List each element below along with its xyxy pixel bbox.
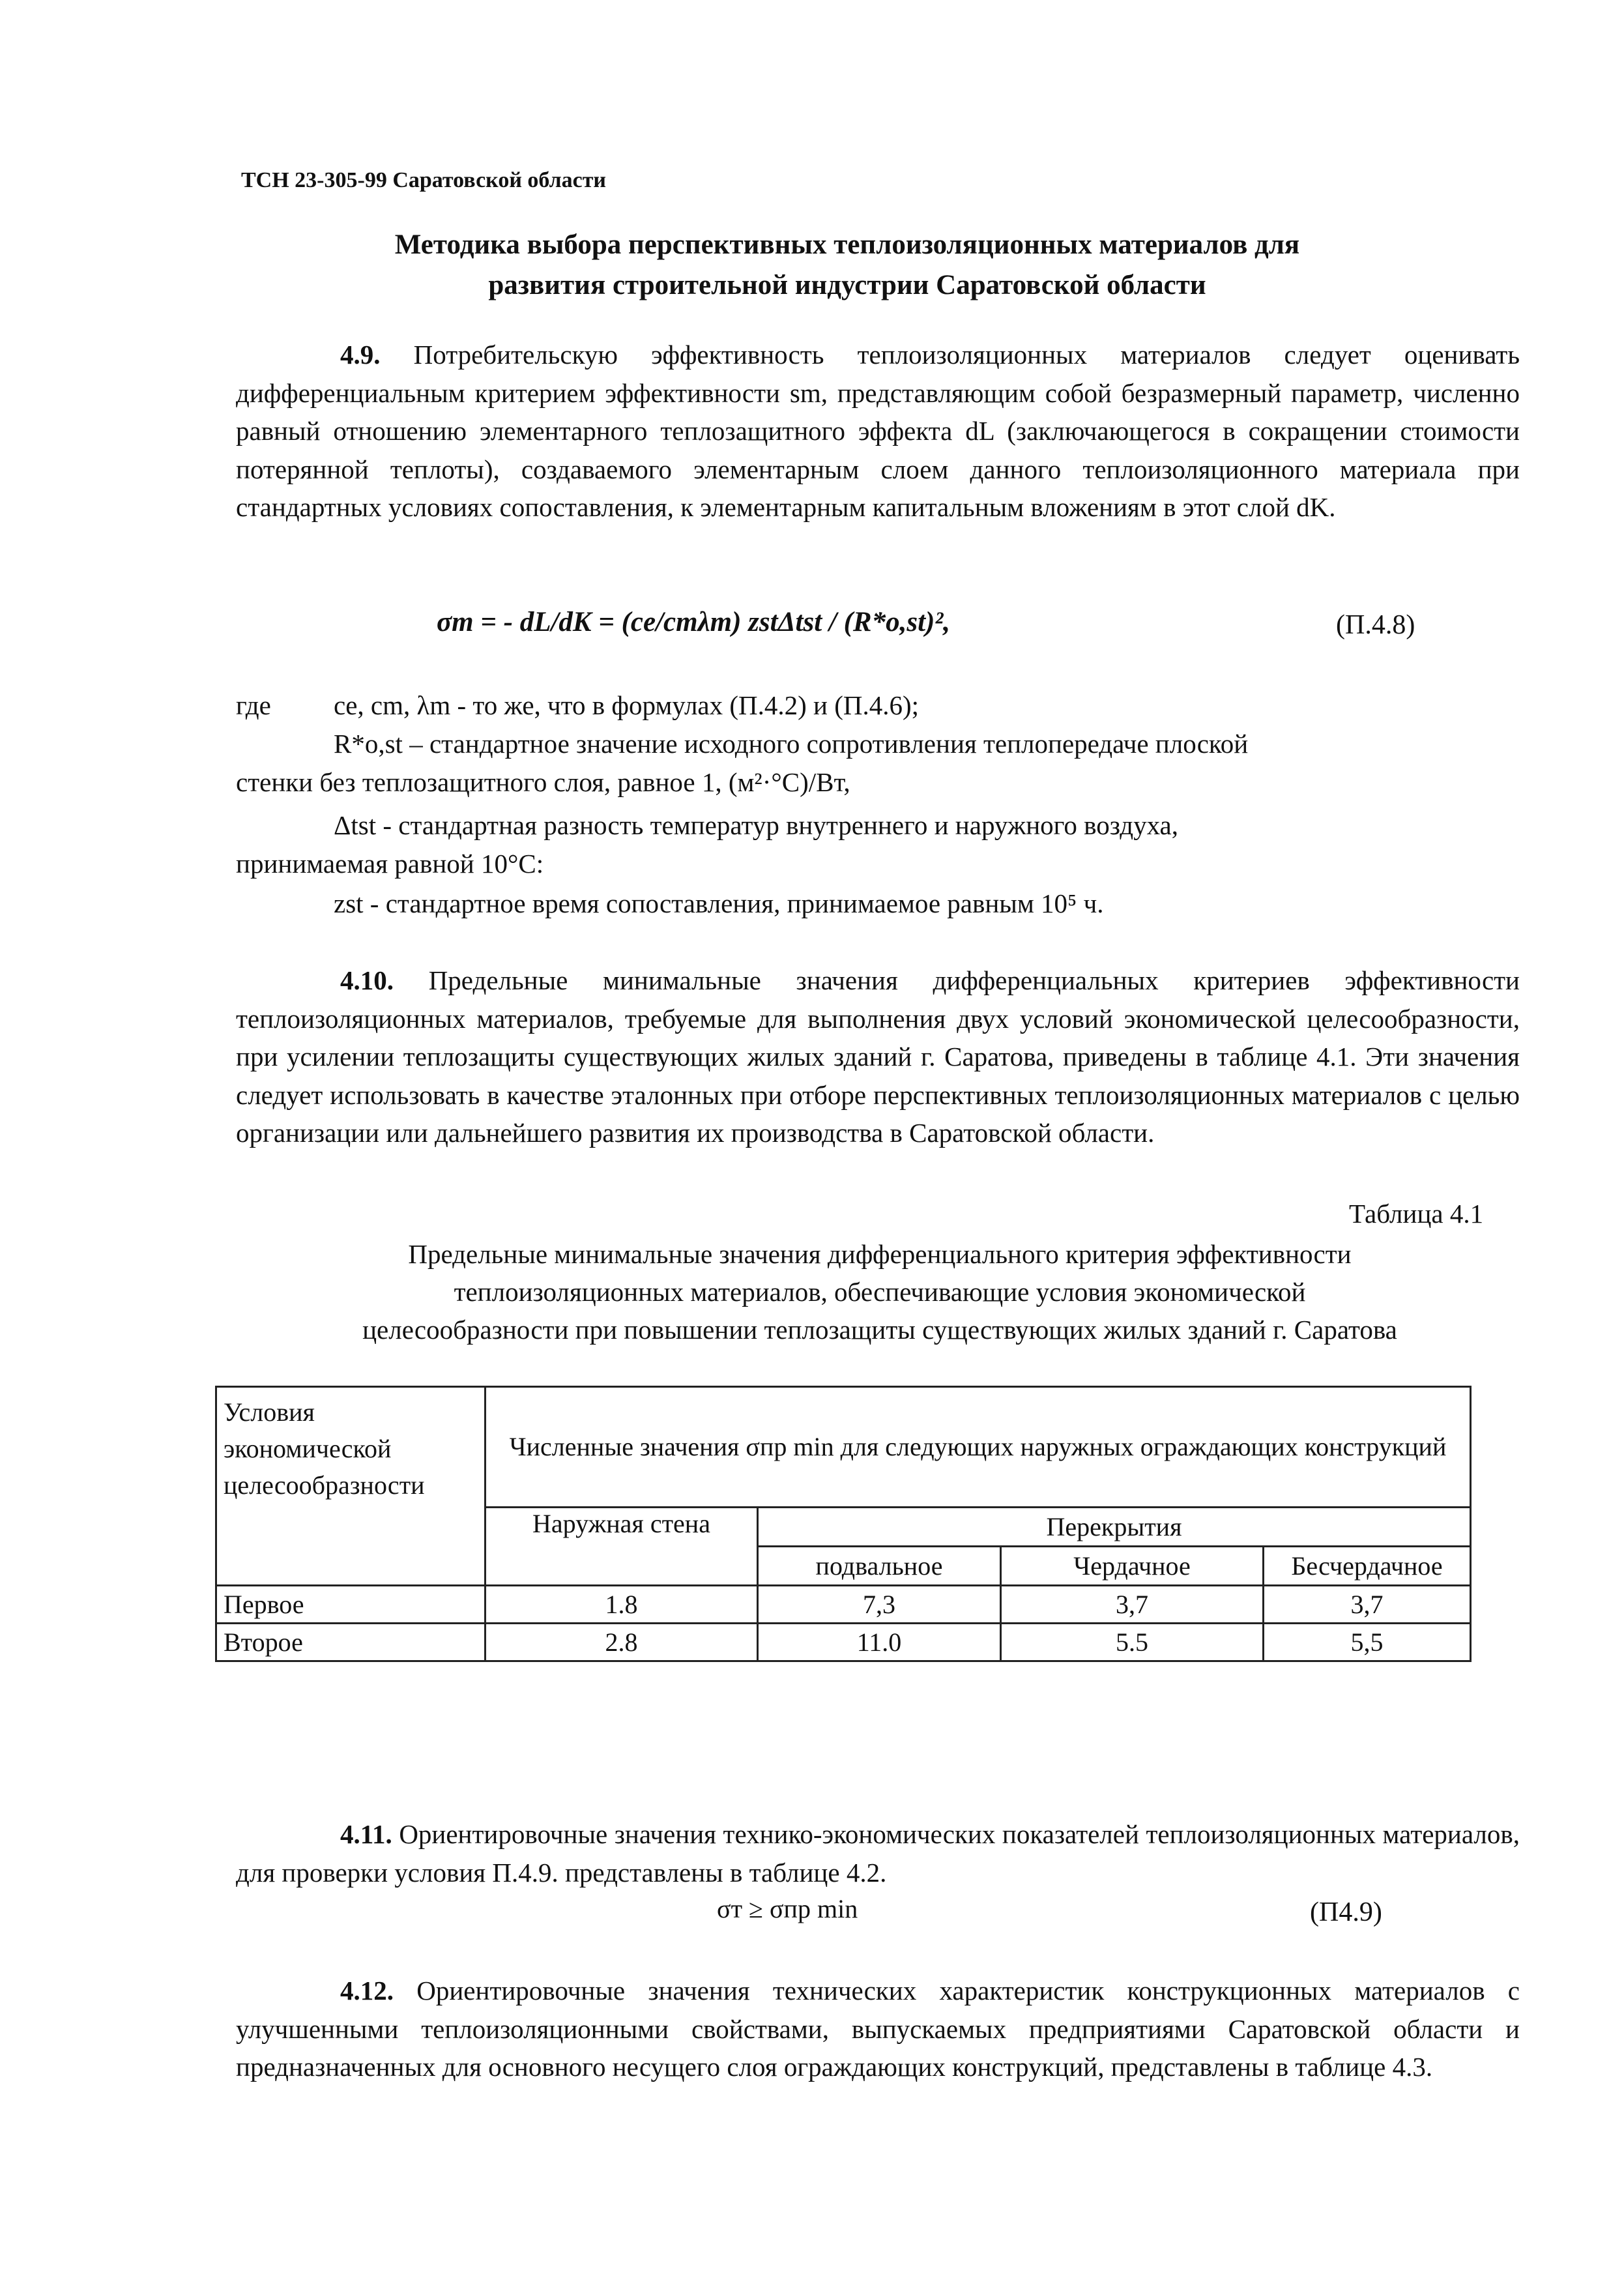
- where-line-2a: R*o,st – стандартное значение исходного сопротивления теплопередаче плоской: [334, 729, 1249, 759]
- where-line-2b: стенки без теплозащитного слоя, равное 1, (м²·°С)/Вт,: [236, 767, 850, 797]
- table-row: [216, 1586, 1471, 1624]
- header-no-attic: Бесчердачное: [1264, 1547, 1471, 1586]
- table-caption: [196, 1235, 1564, 1349]
- formula-4-8: σm = - dL/dK = (ce/cmλm) zstΔtst / (R*o,st)²,: [437, 607, 951, 637]
- cell-no-attic: 3,7: [1264, 1586, 1471, 1624]
- section-title-line-2: развития строительной индустрии Саратовской области: [488, 270, 1206, 300]
- paragraph-text: Потребительскую эффективность теплоизоляционных материалов следует оценивать дифференциальным критерием эффективности sm, представляющим собой безразмерный параметр, численно равный отношению элементарного теплозащитного эффекта dL (заключающегося в сокращении стоимости потерянной теплоты), создаваемого элементарным слоем данного теплоизоляционного материала при стандартных условиях сопоставления, к элементарным капитальным вложениям в этот слой dK.: [236, 340, 1520, 522]
- table-label: Таблица 4.1: [1349, 1199, 1484, 1229]
- cell-attic: 5.5: [1001, 1624, 1264, 1661]
- where-line-1: ce, cm, λm - то же, что в формулах (П.4.2) и (П.4.6);: [334, 690, 920, 720]
- where-label: где: [236, 690, 271, 720]
- paragraph-4-9: [236, 336, 1520, 527]
- cell-wall: 2.8: [486, 1624, 758, 1661]
- where-line-3a: Δtst - стандартная разность температур внутреннего и наружного воздуха,: [334, 810, 1178, 840]
- table-caption-line-3: целесообразности при повышении теплозащиты существующих жилых зданий г. Саратова: [362, 1315, 1397, 1345]
- cell-basement: 7,3: [758, 1586, 1001, 1624]
- paragraph-text: Предельные минимальные значения дифференциальных критериев эффективности теплоизоляционных материалов, требуемые для выполнения двух условий экономической целесообразности, при усилении теплозащиты существующих жилых зданий г. Саратова, приведены в таблице 4.1. Эти значения следует использовать в качестве эталонных при отборе перспективных теплоизоляционных материалов с целью организации или дальнейшего развития их производства в Саратовской области.: [236, 965, 1520, 1148]
- table-4-1: [215, 1386, 1472, 1662]
- header-floors: Перекрытия: [758, 1508, 1471, 1547]
- where-line-4: zst - стандартное время сопоставления, принимаемое равным 10⁵ ч.: [334, 888, 1104, 918]
- paragraph-number: 4.10.: [340, 965, 394, 995]
- formula-4-9-number: (П4.9): [1310, 1897, 1382, 1927]
- cell-attic: 3,7: [1001, 1586, 1264, 1624]
- cell-no-attic: 5,5: [1264, 1624, 1471, 1661]
- paragraph-number: 4.12.: [340, 1976, 394, 2006]
- cell-basement: 11.0: [758, 1624, 1001, 1661]
- header-conditions: Условия экономической целесообразности: [216, 1387, 486, 1586]
- header-basement: подвальное: [758, 1547, 1001, 1586]
- table-caption-line-2: теплоизоляционных материалов, обеспечивающие условия экономической: [454, 1277, 1306, 1307]
- table-row: [216, 1624, 1471, 1661]
- formula-4-8-number: (П.4.8): [1336, 610, 1415, 640]
- paragraph-number: 4.9.: [340, 340, 381, 370]
- cell-condition: Второе: [216, 1624, 486, 1661]
- section-title-line-1: Методика выбора перспективных теплоизоляционных материалов для: [394, 229, 1300, 260]
- paragraph-4-12: [236, 1972, 1520, 2086]
- where-line-3b: принимаемая равной 10°С:: [236, 849, 544, 879]
- document-header: ТСН 23-305-99 Саратовской области: [241, 168, 607, 192]
- formula-4-9: σт ≥ σпр min: [717, 1894, 858, 1923]
- header-attic: Чердачное: [1001, 1547, 1264, 1586]
- table-caption-line-1: Предельные минимальные значения дифференциального критерия эффективности: [408, 1239, 1352, 1269]
- section-title: [196, 225, 1499, 306]
- header-values: Численные значения σпр min для следующих наружных ограждающих конструкций: [486, 1387, 1471, 1508]
- paragraph-number: 4.11.: [340, 1819, 392, 1849]
- paragraph-4-11: [236, 1815, 1520, 1891]
- paragraph-text: Ориентировочные значения технико-экономических показателей теплоизоляционных материалов, для проверки условия П.4.9. представлены в таблице 4.2.: [236, 1819, 1520, 1888]
- header-outer-wall: Наружная стена: [486, 1508, 758, 1586]
- cell-condition: Первое: [216, 1586, 486, 1624]
- paragraph-text: Ориентировочные значения технических характеристик конструкционных материалов с улучшенными теплоизоляционными свойствами, выпускаемых предприятиями Саратовской области и предназначенных для основного несущего слоя ограждающих конструкций, представлены в таблице 4.3.: [236, 1976, 1520, 2082]
- cell-wall: 1.8: [486, 1586, 758, 1624]
- paragraph-4-10: [236, 961, 1520, 1152]
